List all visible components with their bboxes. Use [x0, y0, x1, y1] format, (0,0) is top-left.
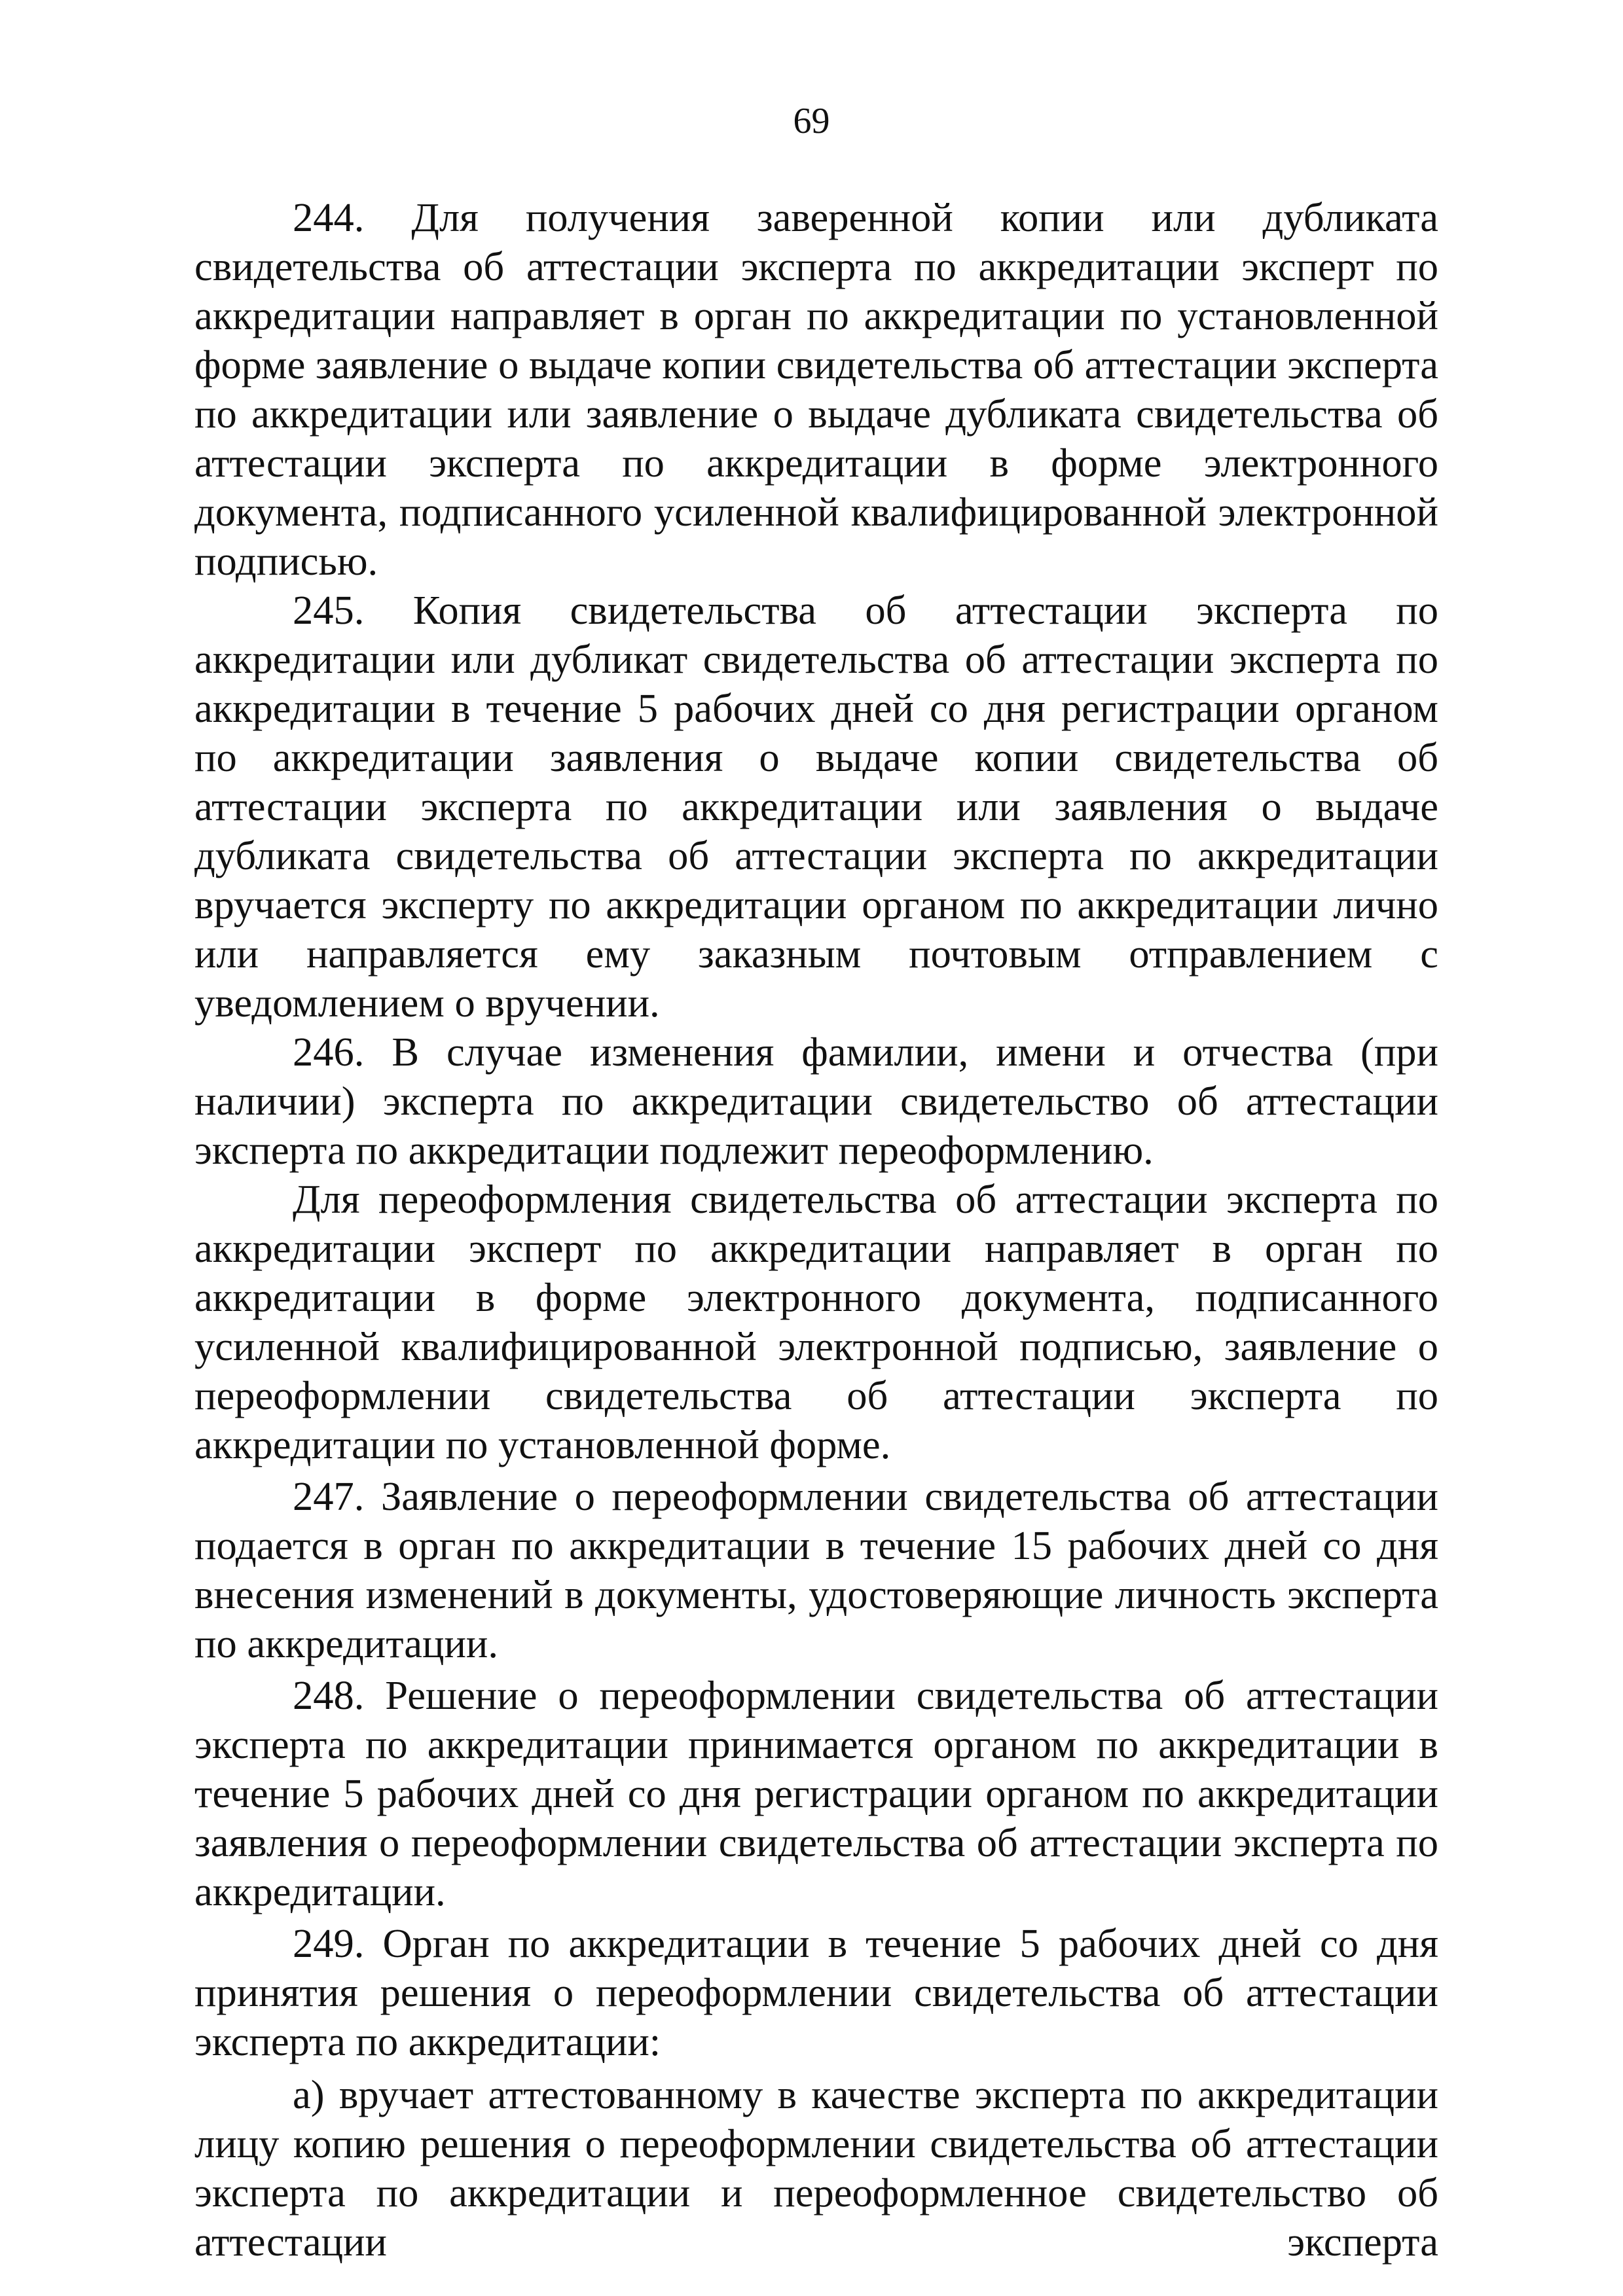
paragraph-249-item-a: а) вручает аттестованному в качестве эксперта по аккредитации лицу копию решения о переоформлении свидетельства об аттестации эксперта по аккредитации и переоформленное свидетельство об аттестации эксперта: [194, 2072, 1438, 2265]
paragraph-248: 248. Решение о переоформлении свидетельства об аттестации эксперта по аккредитации принимается органом по аккредитации в течение 5 рабочих дней со дня регистрации органом по аккредитации заявления о переоформлении свидетельства об аттестации эксперта по аккредитации.: [194, 1672, 1438, 1914]
paragraph-246: 246. В случае изменения фамилии, имени и отчества (при наличии) эксперта по аккредитации свидетельство об аттестации эксперта по аккредитации подлежит переоформлению.: [194, 1029, 1438, 1173]
paragraph-247: 247. Заявление о переоформлении свидетельства об аттестации подается в орган по аккредитации в течение 15 рабочих дней со дня внесения изменений в документы, удостоверяющие личность эксперта по аккредитации.: [194, 1473, 1438, 1666]
paragraph-246-continuation: Для переоформления свидетельства об аттестации эксперта по аккредитации эксперт по аккредитации направляет в орган по аккредитации в форме электронного документа, подписанного усиленной квалифицированной электронной подписью, заявление о переоформлении свидетельства об аттестации эксперта по аккредитации по установленной форме.: [194, 1176, 1438, 1467]
page-number: 69: [793, 101, 830, 141]
paragraph-245: 245. Копия свидетельства об аттестации эксперта по аккредитации или дубликат свидетельства об аттестации эксперта по аккредитации в течение 5 рабочих дней со дня регистрации органом по аккредитации заявления о выдаче копии свидетельства об аттестации эксперта по аккредитации или заявления о выдаче дубликата свидетельства об аттестации эксперта по аккредитации вручается эксперту по аккредитации органом по аккредитации лично или направляется ему заказным почтовым отправлением с уведомлением о вручении.: [194, 587, 1438, 1026]
document-body: [194, 193, 1438, 2267]
paragraph-249: 249. Орган по аккредитации в течение 5 рабочих дней со дня принятия решения о переоформлении свидетельства об аттестации эксперта по аккредитации:: [194, 1920, 1438, 2064]
paragraph-244: 244. Для получения заверенной копии или дубликата свидетельства об аттестации эксперта по аккредитации эксперт по аккредитации направляет в орган по аккредитации по установленной форме заявление о выдаче копии свидетельства об аттестации эксперта по аккредитации или заявление о выдаче дубликата свидетельства об аттестации эксперта по аккредитации в форме электронного документа, подписанного усиленной квалифицированной электронной подписью.: [194, 194, 1438, 584]
